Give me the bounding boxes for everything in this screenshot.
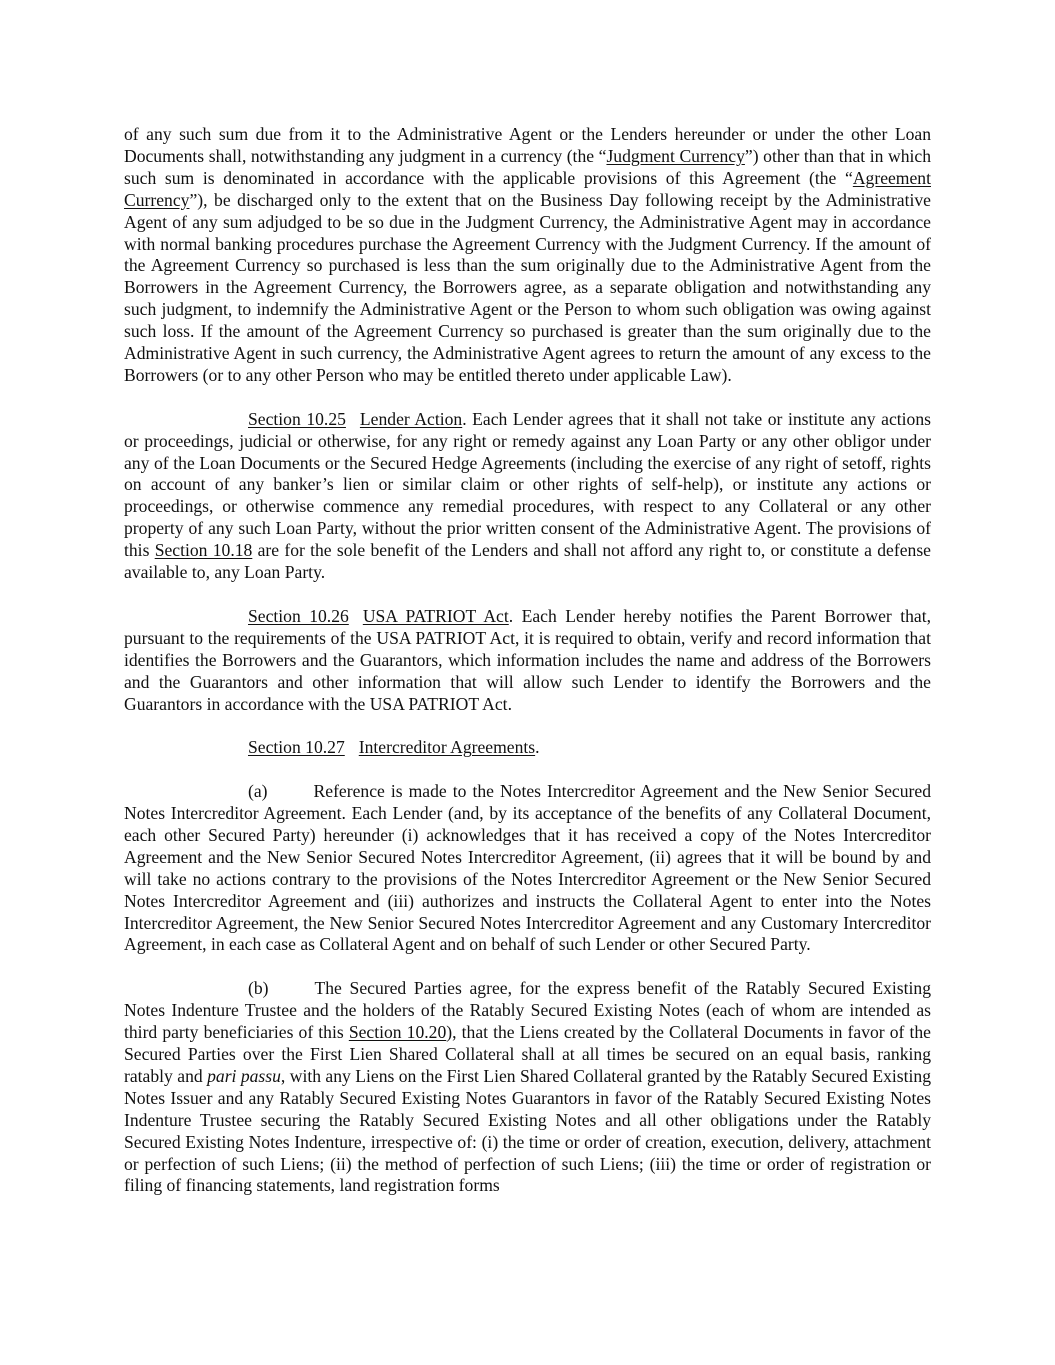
defined-term-judgment-currency: Judgment Currency [606, 145, 745, 166]
section-10-27-title: Intercreditor Agreements [358, 737, 536, 758]
section-10-25: Section 10.25 Lender Action. Each Lender agrees that it shall not take or institute any actions or proceedings, judicial or otherwise, for any right or remedy against any Loan Party or any other obligor under any of the Loan Documents or the Secured Hedge Agreements (including the exercise of any right of setoff, rights on account of any banker’s lien or similar claim or other rights of self-help), or institute any actions or proceedings, or otherwise commence any remedial procedures, with respect to any Collateral or any other property of any such Loan Party, without the prior written consent of the Administrative Agent. The provisions of this Section 10.18 are for the sole benefit of the Lenders and shall not afford any right to, or constitute a defense available to, any Loan Party. [124, 408, 931, 583]
section-10-27-number: Section 10.27 [248, 737, 345, 758]
section-10-25-number: Section 10.25 [248, 408, 346, 429]
section-10-26: Section 10.26 USA PATRIOT Act. Each Lender hereby notifies the Parent Borrower that, pursuant to the requirements of the USA PATRIOT Act, it is required to obtain, verify and record information that identifies the Borrowers and the Guarantors, which information includes the name and address of the Borrowers and the Guarantors and other information that will allow such Lender to identify the Borrowers and the Guarantors in accordance with the USA PATRIOT Act. [124, 605, 931, 714]
section-10-18-reference: Section 10.18 [154, 540, 253, 561]
pari-passu-term: pari passu [207, 1065, 281, 1086]
section-10-27-heading: Section 10.27 Intercreditor Agreements. [248, 737, 540, 758]
section-10-26-number: Section 10.26 [248, 605, 349, 626]
paragraph-judgment-currency: of any such sum due from it to the Administrative Agent or the Lenders hereunder or under the other Loan Documents shall, notwithstanding any judgment in a currency (the “Judgment Currency”) other than that in which such sum is denominated in accordance with the applicable provisions of this Agreement (the “Agreement Currency”), be discharged only to the extent that on the Business Day following receipt by the Administrative Agent of any sum adjudged to be so due in the Judgment Currency, the Administrative Agent may in accordance with normal banking procedures purchase the Agreement Currency with the Judgment Currency. If the amount of the Agreement Currency so purchased is less than the sum originally due to the Administrative Agent from the Borrowers in the Agreement Currency, the Borrowers agree, as a separate obligation and notwithstanding any such judgment, to indemnify the Administrative Agent or the Person to whom such obligation was owing against such loss. If the amount of the Agreement Currency so purchased is greater than the sum originally due to the Administrative Agent in such currency, the Administrative Agent agrees to return the amount of any excess to the Borrowers (or to any other Person who may be entitled thereto under applicable Law). [124, 124, 932, 385]
paragraph-b-label: (b) [248, 978, 269, 999]
section-10-25-title: Lender Action [359, 408, 463, 429]
document-page [124, 124, 931, 1197]
paragraph-a: (a) Reference is made to the Notes Intercreditor Agreement and the New Senior Secured Notes Intercreditor Agreement. Each Lender (and, by its acceptance of the benefits of any Collateral Document, each other Secured Party) hereunder (i) acknowledges that it has received a copy of the Notes Intercreditor Agreement and the New Senior Secured Notes Intercreditor Agreement, (ii) agrees that it will be bound by and will take no actions contrary to the provisions of the Notes Intercreditor Agreement or the New Senior Secured Notes Intercreditor Agreement and (iii) authorizes and instructs the Collateral Agent to enter into the Notes Intercreditor Agreement, the New Senior Secured Notes Intercreditor Agreement and any Customary Intercreditor Agreement, in each case as Collateral Agent and on behalf of such Lender or other Secured Party. [124, 781, 931, 955]
paragraph-b: (b) The Secured Parties agree, for the express benefit of the Ratably Secured Existing Notes Indenture Trustee and the holders of the Ratably Secured Existing Notes (each of whom are intended as third party beneficiaries of this Section 10.20), that the Liens created by the Collateral Documents in favor of the Secured Parties over the First Lien Shared Collateral shall at all times be secured on an equal basis, ranking ratably and pari passu, with any Liens on the First Lien Shared Collateral granted by the Ratably Secured Existing Notes Issuer and any Ratably Secured Existing Notes Guarantors in favor of the Ratably Secured Existing Notes Indenture Trustee securing the Ratably Secured Existing Notes and all other obligations under the Ratably Secured Existing Notes Indenture, irrespective of: (i) the time or order of creation, execution, delivery, attachment or perfection of such Liens; (ii) the method of perfection of such Liens; (iii) the time or order of registration or filing of financing statements, land registration forms [124, 978, 932, 1196]
paragraph-a-label: (a) [248, 781, 268, 802]
section-10-20-reference: Section 10.20 [348, 1022, 447, 1043]
defined-term-agreement-currency: Agreement Currency [124, 167, 931, 210]
section-10-26-title: USA PATRIOT Act [362, 605, 509, 626]
